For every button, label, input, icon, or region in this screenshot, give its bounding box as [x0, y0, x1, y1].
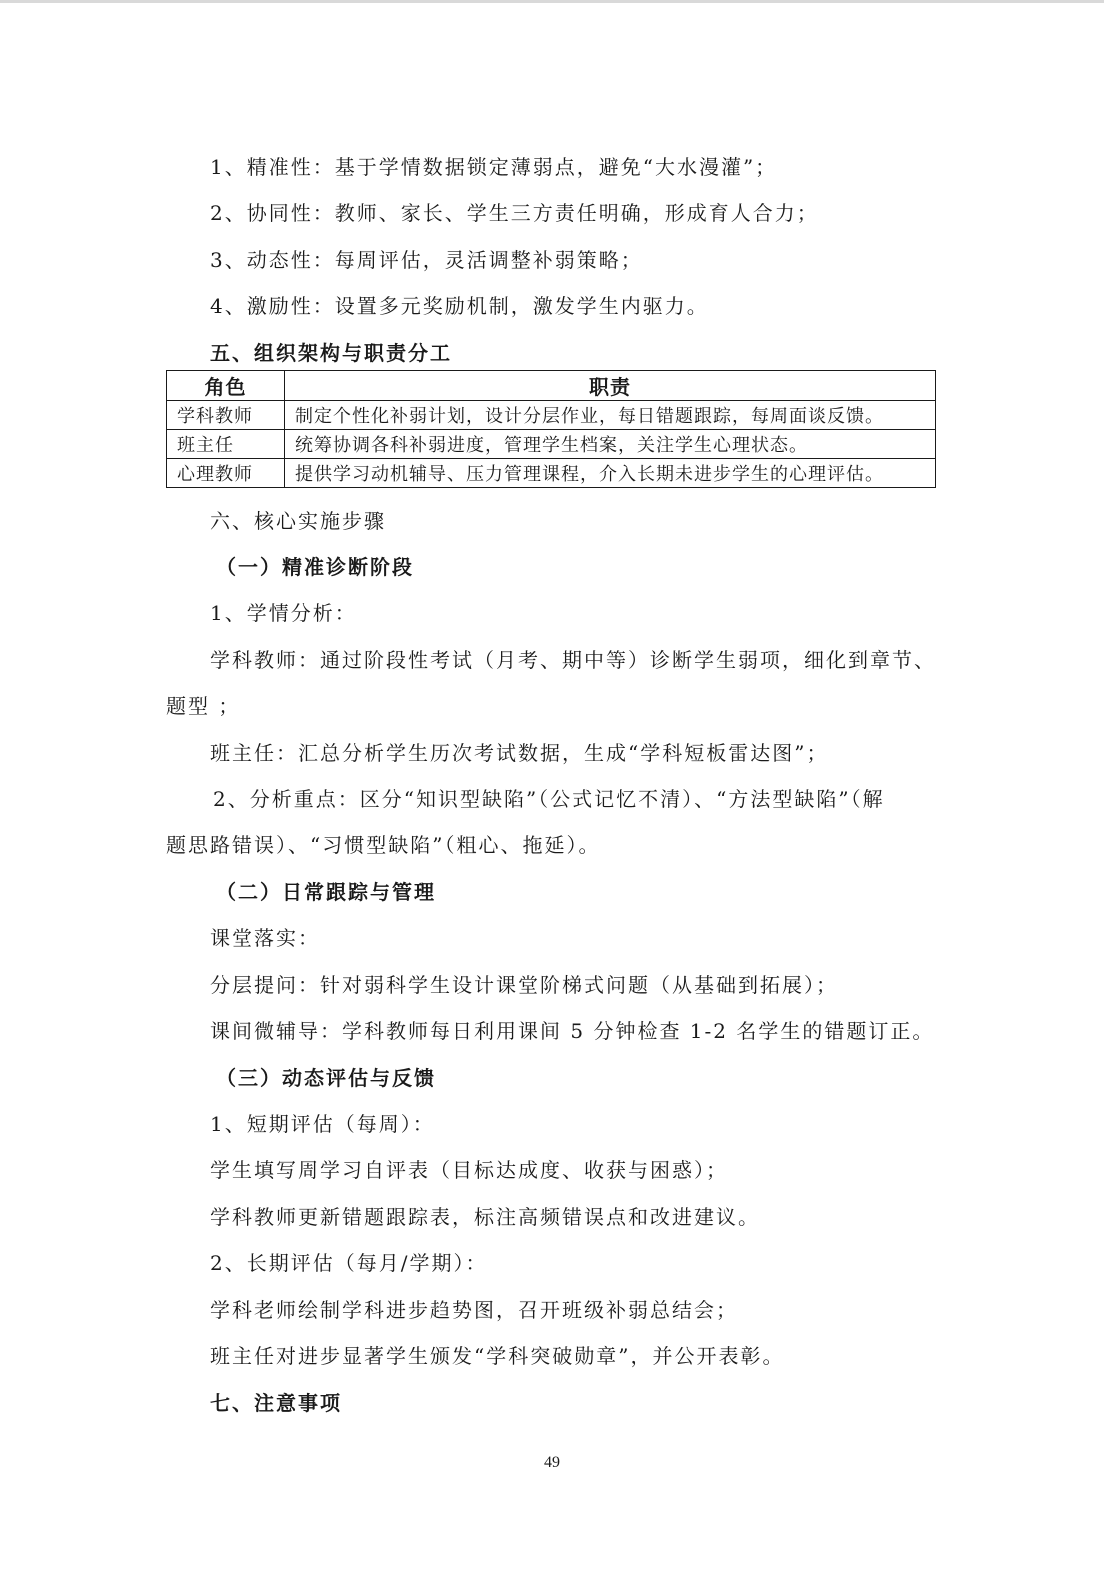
principle-incentive: 4、激励性：设置多元奖励机制，激发学生内驱力。 — [210, 294, 709, 318]
role-cell: 班主任 — [167, 430, 285, 459]
page-number: 49 — [544, 1454, 560, 1471]
duty-cell: 统筹协调各科补弱进度，管理学生档案，关注学生心理状态。 — [285, 430, 936, 459]
student-self-evaluation: 学生填写周学习自评表（目标达成度、收获与困惑）； — [210, 1158, 728, 1182]
table-header-row — [167, 371, 936, 401]
analysis-focus-line-2: 题思路错误）、“习惯型缺陷”（粗心、拖延）。 — [166, 833, 601, 857]
progress-trend-meeting: 学科老师绘制学科进步趋势图，召开班级补弱总结会； — [210, 1298, 738, 1322]
section-heading-notes: 七、注意事项 — [210, 1391, 342, 1415]
principle-dynamic: 3、动态性：每周评估，灵活调整补弱策略； — [210, 248, 643, 272]
section-heading-core-steps: 六、核心实施步骤 — [210, 509, 386, 533]
header-duty: 职责 — [285, 371, 936, 401]
subject-teacher-line-2: 题型 ； — [166, 694, 241, 718]
role-cell: 学科教师 — [167, 401, 285, 430]
duty-cell: 制定个性化补弱计划，设计分层作业，每日错题跟踪，每周面谈反馈。 — [285, 401, 936, 430]
long-term-evaluation: 2、长期评估（每月/学期）： — [210, 1251, 488, 1275]
role-cell: 心理教师 — [167, 459, 285, 488]
responsibility-table — [166, 370, 936, 488]
duty-cell: 提供学习动机辅导、压力管理课程，介入长期未进步学生的心理评估。 — [285, 459, 936, 488]
layered-questioning: 分层提问：针对弱科学生设计课堂阶梯式问题（从基础到拓展）； — [210, 973, 838, 997]
principle-collaboration: 2、协同性：教师、家长、学生三方责任明确，形成育人合力； — [210, 201, 819, 225]
item-learning-analysis: 1、学情分析： — [210, 601, 357, 625]
subject-teacher-line-1: 学科教师：通过阶段性考试（月考、期中等）诊断学生弱项，细化到章节、 — [210, 648, 936, 672]
subsection-heading-diagnosis: （一）精准诊断阶段 — [216, 555, 414, 579]
principle-precision: 1、精准性：基于学情数据锁定薄弱点，避免“大水漫灌”； — [210, 155, 778, 179]
table-row — [167, 430, 936, 459]
page-top-rule — [0, 0, 1104, 3]
table-row — [167, 459, 936, 488]
header-role: 角色 — [167, 371, 285, 401]
section-heading-org-structure: 五、组织架构与职责分工 — [210, 341, 452, 365]
head-teacher-line: 班主任：汇总分析学生历次考试数据，生成“学科短板雷达图”； — [210, 741, 829, 765]
subsection-heading-daily-tracking: （二）日常跟踪与管理 — [216, 880, 436, 904]
subsection-heading-evaluation: （三）动态评估与反馈 — [216, 1066, 436, 1090]
micro-tutoring: 课间微辅导：学科教师每日利用课间 5 分钟检查 1-2 名学生的错题订正。 — [210, 1019, 935, 1043]
error-tracking-update: 学科教师更新错题跟踪表，标注高频错误点和改进建议。 — [210, 1205, 760, 1229]
analysis-focus-line-1: 2、分析重点：区分“知识型缺陷”（公式记忆不清）、“方法型缺陷”（解 — [213, 787, 885, 811]
table-row — [167, 401, 936, 430]
classroom-implementation: 课堂落实： — [210, 926, 320, 950]
short-term-evaluation: 1、短期评估（每周）： — [210, 1112, 435, 1136]
breakthrough-badge: 班主任对进步显著学生颁发“学科突破勋章”，并公开表彰。 — [210, 1344, 785, 1368]
